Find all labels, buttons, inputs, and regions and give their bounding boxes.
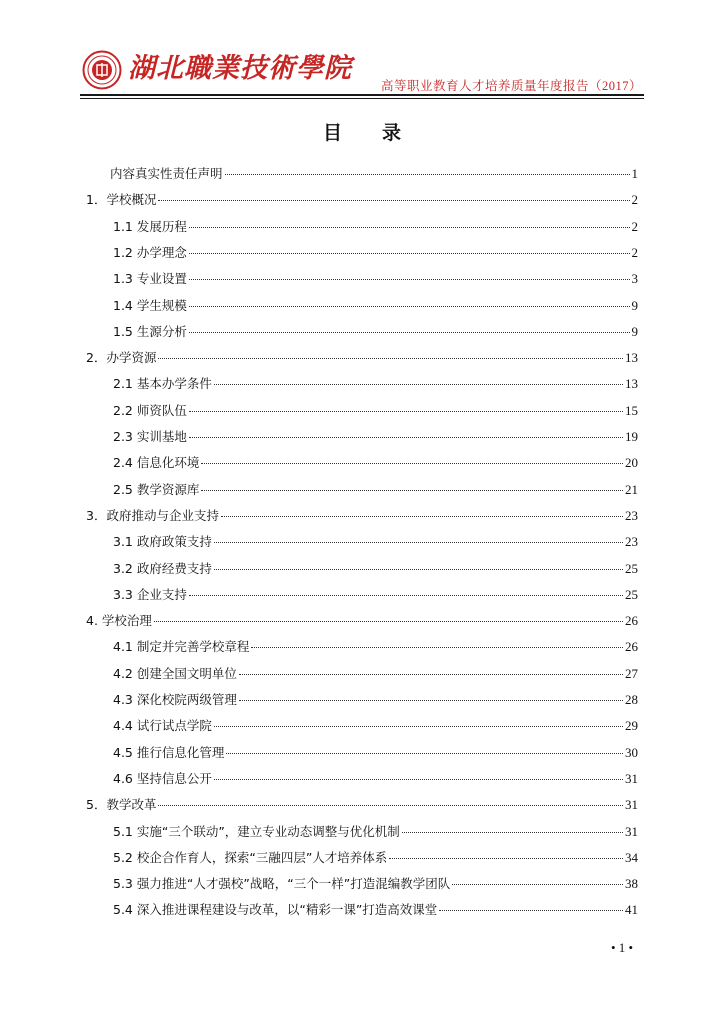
toc-dot-leader bbox=[402, 824, 623, 833]
toc-entry-label: 1．学校概况 bbox=[86, 192, 157, 208]
toc-entry-page: 2 bbox=[631, 244, 638, 260]
toc-dot-leader bbox=[214, 561, 623, 570]
toc-entry-label: 4.2 创建全国文明单位 bbox=[113, 665, 237, 681]
toc-entry[interactable] bbox=[86, 611, 638, 631]
toc-entry-label: 4.1 制定并完善学校章程 bbox=[113, 639, 250, 655]
toc-entry[interactable] bbox=[113, 427, 638, 447]
toc-entry-page: 29 bbox=[625, 718, 638, 734]
toc-entry[interactable] bbox=[113, 664, 638, 684]
toc-entry-label: 5．教学改革 bbox=[86, 797, 157, 813]
toc-entry-page: 26 bbox=[625, 613, 638, 629]
toc-entry[interactable] bbox=[113, 637, 638, 657]
toc-entry[interactable] bbox=[113, 822, 638, 842]
toc-entry[interactable] bbox=[113, 874, 638, 894]
toc-entry[interactable] bbox=[113, 401, 638, 421]
toc-entry[interactable] bbox=[113, 559, 638, 579]
toc-dot-leader bbox=[221, 508, 623, 517]
toc-entry[interactable] bbox=[113, 269, 638, 289]
toc-entry[interactable] bbox=[113, 322, 638, 342]
toc-entry-page: 27 bbox=[625, 665, 638, 681]
toc-dot-leader bbox=[189, 324, 630, 333]
toc-entry-label: 4. 学校治理 bbox=[86, 613, 152, 629]
toc-entry-page: 13 bbox=[625, 350, 638, 366]
toc-entry-page: 15 bbox=[625, 402, 638, 418]
toc-entry-label: 1.4 学生规模 bbox=[113, 297, 187, 313]
toc-entry[interactable] bbox=[86, 506, 638, 526]
toc-entry-label: 5.2 校企合作育人，探索“三融四层”人才培养体系 bbox=[113, 849, 388, 865]
toc-entry[interactable] bbox=[113, 769, 638, 789]
page-header bbox=[0, 0, 724, 102]
toc-dot-leader bbox=[239, 666, 623, 675]
toc-dot-leader bbox=[189, 403, 623, 412]
toc-entry-label: 1.5 生源分析 bbox=[113, 323, 187, 339]
toc-dot-leader bbox=[389, 850, 623, 859]
toc-dot-leader bbox=[189, 245, 630, 254]
toc-entry-label: 1.2 办学理念 bbox=[113, 244, 187, 260]
toc-entry-page: 31 bbox=[625, 797, 638, 813]
toc-dot-leader bbox=[214, 718, 623, 727]
toc-dot-leader bbox=[158, 350, 623, 359]
toc-entry-label: 4.3 深化校院两级管理 bbox=[113, 692, 237, 707]
toc-entry-page: 20 bbox=[625, 455, 638, 471]
toc-entry-page: 9 bbox=[631, 323, 638, 339]
toc-dot-leader bbox=[158, 797, 623, 806]
toc-entry[interactable] bbox=[113, 374, 638, 394]
toc-dot-leader bbox=[189, 587, 623, 596]
toc-entry[interactable] bbox=[113, 585, 638, 605]
toc-entry-page: 38 bbox=[625, 876, 638, 892]
toc-dot-leader bbox=[189, 429, 623, 438]
toc-entry-page: 25 bbox=[625, 560, 638, 576]
toc-entry[interactable] bbox=[113, 900, 638, 920]
toc-entry[interactable] bbox=[113, 480, 638, 500]
toc-entry-label: 5.1 实施“三个联动”，建立专业动态调整与优化机制 bbox=[113, 823, 400, 839]
toc-dot-leader bbox=[452, 876, 623, 885]
report-title: 高等职业教育人才培养质量年度报告（2017） bbox=[380, 79, 642, 93]
toc-dot-leader bbox=[189, 219, 630, 228]
toc-entry-label: 2.3 实训基地 bbox=[113, 429, 187, 444]
toc-entry-page: 34 bbox=[625, 849, 638, 865]
toc-dot-leader bbox=[214, 376, 623, 385]
toc-dot-leader bbox=[154, 613, 623, 622]
toc-dot-leader bbox=[189, 271, 630, 280]
toc-entry-label: 4.6 坚持信息公开 bbox=[113, 770, 212, 786]
toc-entry-page: 31 bbox=[625, 823, 638, 839]
toc-entry[interactable] bbox=[86, 348, 638, 368]
toc-dot-leader bbox=[189, 298, 630, 307]
toc-entry-label: 2.1 基本办学条件 bbox=[113, 376, 212, 392]
header-rule-thin bbox=[80, 98, 644, 99]
toc-entry-label: 2．办学资源 bbox=[86, 350, 157, 366]
toc-entry[interactable] bbox=[113, 743, 638, 763]
toc-entry-page: 2 bbox=[631, 218, 638, 234]
toc-entry-page: 19 bbox=[625, 429, 638, 444]
toc-dot-leader bbox=[226, 745, 623, 754]
toc-entry-label: 5.4 深入推进课程建设与改革，以“精彩一课”打造高效课堂 bbox=[113, 902, 438, 918]
toc-entry-label: 4.5 推行信息化管理 bbox=[113, 744, 225, 760]
toc-entry-page: 3 bbox=[631, 271, 638, 287]
toc-entry-label: 2.2 师资队伍 bbox=[113, 402, 187, 418]
toc-entry[interactable] bbox=[113, 453, 638, 473]
toc-entry[interactable] bbox=[113, 217, 638, 237]
toc-entry-page: 13 bbox=[625, 376, 638, 392]
toc-dot-leader bbox=[225, 166, 630, 175]
toc-entry[interactable] bbox=[110, 164, 638, 184]
toc-entry-page: 26 bbox=[625, 639, 638, 655]
toc-entry-label: 2.4 信息化环境 bbox=[113, 455, 200, 471]
toc-entry-page: 30 bbox=[625, 744, 638, 760]
toc-entry-label: 1.3 专业设置 bbox=[113, 271, 187, 287]
toc-entry-page: 1 bbox=[631, 166, 638, 181]
toc-entry-label: 3.2 政府经费支持 bbox=[113, 560, 212, 576]
toc-dot-leader bbox=[158, 192, 629, 201]
toc-entry-page: 25 bbox=[625, 586, 638, 602]
toc-entry-label: 5.3 强力推进“人才强校”战略，“三个一样”打造混编教学团队 bbox=[113, 876, 451, 892]
toc-entry[interactable] bbox=[113, 243, 638, 263]
toc-entry-label: 3.1 政府政策支持 bbox=[113, 534, 212, 550]
toc-title-char: 目 bbox=[322, 122, 342, 144]
toc-entry-page: 21 bbox=[625, 481, 638, 497]
toc-dot-leader bbox=[201, 455, 623, 464]
school-seal-icon bbox=[82, 50, 122, 90]
toc-entry-page: 23 bbox=[625, 507, 638, 523]
toc-entry[interactable] bbox=[86, 795, 638, 815]
toc-dot-leader bbox=[214, 534, 623, 543]
toc-entry-label: 3.3 企业支持 bbox=[113, 586, 187, 602]
toc-entry[interactable] bbox=[113, 296, 638, 316]
toc-title-char: 录 bbox=[382, 122, 402, 144]
toc-entry-label: 3．政府推动与企业支持 bbox=[86, 507, 219, 523]
toc-entry[interactable] bbox=[113, 848, 638, 868]
toc-dot-leader bbox=[239, 692, 623, 701]
toc-entry-label: 4.4 试行试点学院 bbox=[113, 718, 212, 734]
toc-entry-label: 1.1 发展历程 bbox=[113, 218, 187, 234]
toc-dot-leader bbox=[214, 771, 623, 780]
toc-entry-page: 23 bbox=[625, 534, 638, 550]
toc-dot-leader bbox=[439, 902, 623, 911]
toc-entry-page: 28 bbox=[625, 692, 638, 707]
toc-entry[interactable] bbox=[113, 690, 638, 710]
school-logo-wordmark: 湖北職業技術學院 bbox=[128, 53, 352, 84]
toc-entry[interactable] bbox=[113, 532, 638, 552]
toc-entry-page: 41 bbox=[625, 902, 638, 918]
toc-dot-leader bbox=[201, 482, 623, 491]
toc-entry-page: 2 bbox=[631, 192, 638, 208]
toc-entry-label: 2.5 教学资源库 bbox=[113, 481, 200, 497]
header-rule bbox=[80, 94, 644, 96]
toc-dot-leader bbox=[251, 639, 623, 648]
toc-entry[interactable] bbox=[86, 190, 638, 210]
toc-title bbox=[0, 118, 724, 145]
page-number: • 1 • bbox=[610, 940, 634, 955]
toc-entry-page: 9 bbox=[631, 297, 638, 313]
toc-entry-label: 内容真实性责任声明 bbox=[110, 166, 223, 181]
toc-entry-page: 31 bbox=[625, 770, 638, 786]
toc-entry[interactable] bbox=[113, 716, 638, 736]
